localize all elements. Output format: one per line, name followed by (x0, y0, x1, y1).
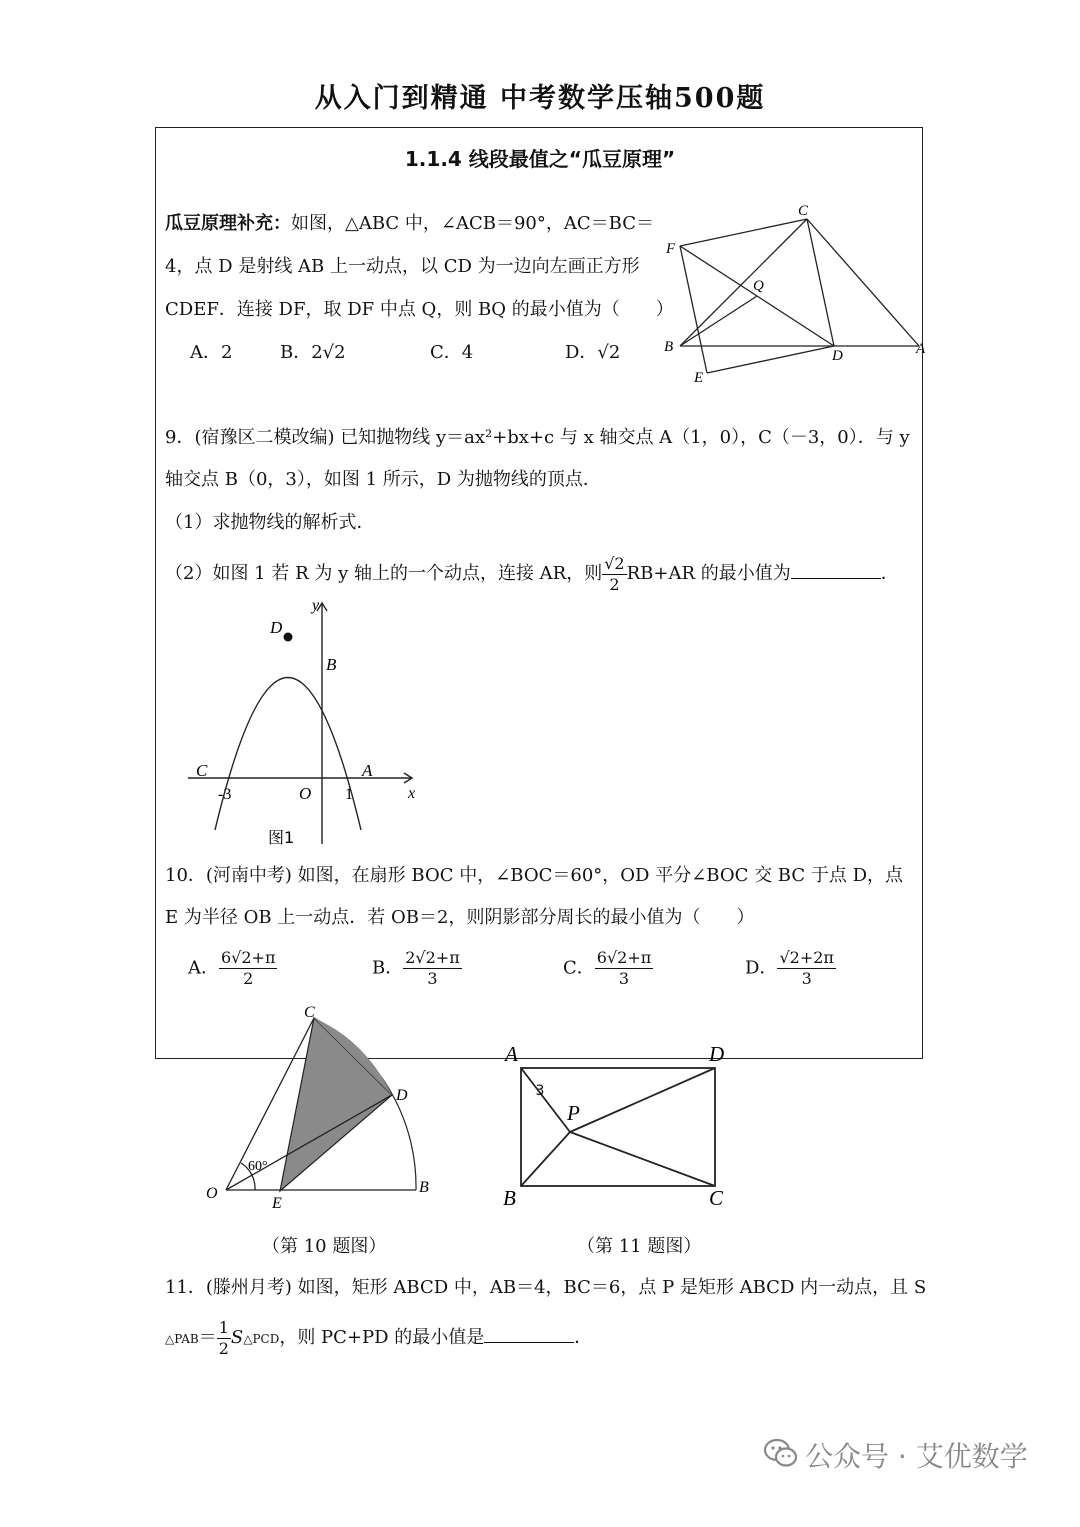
fig1-caption: 图1 (268, 828, 295, 847)
vertex-d-point (284, 633, 293, 642)
q10-option-d-den: 3 (801, 969, 812, 988)
q10-option-d-label: D． (745, 957, 778, 979)
q10-line2: E 为半径 OB 上一动点．若 OB＝2，则阴影部分周长的最小值为（ ） (165, 907, 755, 928)
q11-line2-end: ． (574, 1327, 593, 1348)
sector-label-d: D (396, 1087, 408, 1104)
fig-y-label: y (312, 597, 320, 614)
label-q: Q (753, 278, 764, 294)
line-bc (680, 219, 807, 346)
square-diagram (660, 200, 935, 390)
q10-option-a (188, 948, 277, 989)
parabola-figure (180, 595, 425, 850)
q9-answer-blank (791, 560, 881, 579)
supplement-line2: 4，点 D 是射线 AB 上一动点，以 CD 为一边向左画正方形 (165, 256, 640, 277)
line-bq (680, 296, 757, 346)
q10-option-b (372, 948, 462, 989)
label-a: A (916, 341, 926, 357)
wechat-icon (763, 1437, 799, 1469)
q11-eq: ＝ (198, 1327, 217, 1348)
q11-sub-pcd: △PCD (243, 1332, 280, 1346)
fig-o-label: O (299, 784, 312, 803)
q9-part1: （1）求抛物线的解析式． (165, 512, 375, 533)
fig-x-label: x (408, 785, 416, 802)
sector-label-e: E (272, 1195, 282, 1212)
q11-line2-post: ，则 PC+PD 的最小值是 (279, 1327, 485, 1348)
sector-label-b: B (419, 1179, 429, 1196)
label-f: F (666, 241, 676, 257)
q11-frac-num: 1 (218, 1317, 229, 1337)
label-b: B (664, 339, 674, 355)
line-fc (680, 219, 807, 246)
rect-label-c: C (709, 1186, 724, 1210)
q10-option-b-frac (403, 948, 461, 989)
q9-fraction (602, 554, 626, 595)
segment-pa (521, 1068, 570, 1132)
rect-label-p: P (567, 1101, 580, 1125)
supplement-option-a: A．2 (190, 342, 233, 363)
q10-line1: 10．(河南中考) 如图，在扇形 BOC 中，∠BOC＝60°，OD 平分∠BOC 交 BC 于点 D，点 (165, 865, 904, 886)
q11-sub-pab: △PAB (165, 1332, 199, 1346)
rect-label-a: A (505, 1042, 518, 1066)
q9-part2-post: RB+AR 的最小值为 (626, 563, 791, 584)
segment-pd (570, 1068, 715, 1132)
supplement-line1 (165, 211, 654, 237)
q11-caption: （第 11 题图） (577, 1236, 702, 1257)
q11-s: S (230, 1327, 244, 1348)
q11-line2 (165, 1316, 592, 1361)
fig-c-label: C (196, 761, 208, 780)
q9-part2 (165, 552, 899, 596)
label-d: D (832, 348, 843, 364)
q11-line1: 11．(滕州月考) 如图，矩形 ABCD 中，AB＝4，BC＝6，点 P 是矩形 ABCD 内一动点，且 S (165, 1277, 927, 1298)
q10-option-b-den: 3 (427, 969, 438, 988)
line-de (707, 346, 834, 373)
q10-option-c-frac (595, 948, 653, 989)
parabola-curve (215, 678, 361, 831)
rectangle-figure (495, 1035, 745, 1215)
supplement-option-b: B．2√2 (280, 342, 346, 363)
line-ca (807, 219, 919, 346)
q10-option-a-label: A． (188, 957, 219, 979)
q10-option-a-num: 6√2+π (221, 948, 276, 967)
q9-frac-den: 2 (609, 574, 620, 594)
q10-option-b-num: 2√2+π (405, 948, 460, 967)
section-title: 1.1.4 线段最值之“瓜豆原理” (404, 147, 676, 171)
q10-option-d (745, 948, 836, 989)
q9-frac-num: √2 (604, 553, 625, 573)
q10-caption: （第 10 题图） (262, 1236, 387, 1257)
fig-one-label: 1 (345, 786, 353, 803)
q9-line1: 9．(宿豫区二模改编) 已知抛物线 y＝ax²+bx+c 与 x 轴交点 A（1，0），C（－3，0）．与 y (165, 427, 910, 448)
q10-option-c-den: 3 (618, 969, 630, 988)
label-e: E (694, 370, 704, 386)
supplement-text1: 如图，△ABC 中，∠ACB＝90°，AC＝BC＝ (291, 213, 654, 234)
line-ef (680, 246, 707, 373)
q11-fraction (217, 1318, 231, 1359)
rect-label-d: D (709, 1042, 725, 1066)
q10-option-c-num: 6√2+π (596, 948, 652, 967)
supplement-label: 瓜豆原理补充： (165, 213, 291, 234)
sector-angle-label: 60° (248, 1159, 268, 1174)
q10-option-c (563, 948, 653, 989)
sector-label-o: O (206, 1185, 218, 1202)
q10-option-c-label: C． (563, 957, 595, 979)
rect-label-b: B (503, 1186, 516, 1210)
supplement-line3: CDEF．连接 DF，取 DF 中点 Q，则 BQ 的最小值为（ ） (165, 299, 674, 320)
watermark-text: 公众号 · 艾优数学 (805, 1440, 1028, 1473)
sector-label-c: C (304, 1004, 315, 1021)
segment-pb (521, 1132, 570, 1186)
q11-frac-den: 2 (218, 1338, 229, 1358)
fig-d-label: D (270, 618, 283, 637)
q9-part2-end: ． (880, 563, 899, 584)
fig-b-label: B (326, 655, 337, 674)
q10-option-d-frac (777, 948, 835, 989)
document-header: 从入门到精通 中考数学压轴500题 (314, 83, 766, 114)
supplement-option-c: C．4 (430, 342, 474, 363)
q10-option-d-num: √2+2π (779, 948, 834, 967)
q9-part2-pre: （2）如图 1 若 R 为 y 轴上的一个动点，连接 AR，则 (165, 563, 603, 584)
q11-answer-blank (484, 1324, 574, 1343)
q10-option-a-den: 2 (243, 969, 254, 988)
fig-a-label: A (362, 761, 373, 780)
fig-minus3-label: -3 (218, 786, 232, 803)
segment-pc (570, 1132, 715, 1186)
q9-line2: 轴交点 B（0，3），如图 1 所示，D 为抛物线的顶点． (165, 469, 601, 490)
q10-option-b-label: B． (372, 957, 404, 979)
page-number: 3 (535, 1083, 545, 1099)
sector-figure (200, 1000, 445, 1215)
label-c: C (798, 203, 809, 219)
supplement-option-d: D．√2 (565, 342, 621, 363)
line-cd (807, 219, 834, 346)
q10-option-a-frac (219, 948, 277, 989)
